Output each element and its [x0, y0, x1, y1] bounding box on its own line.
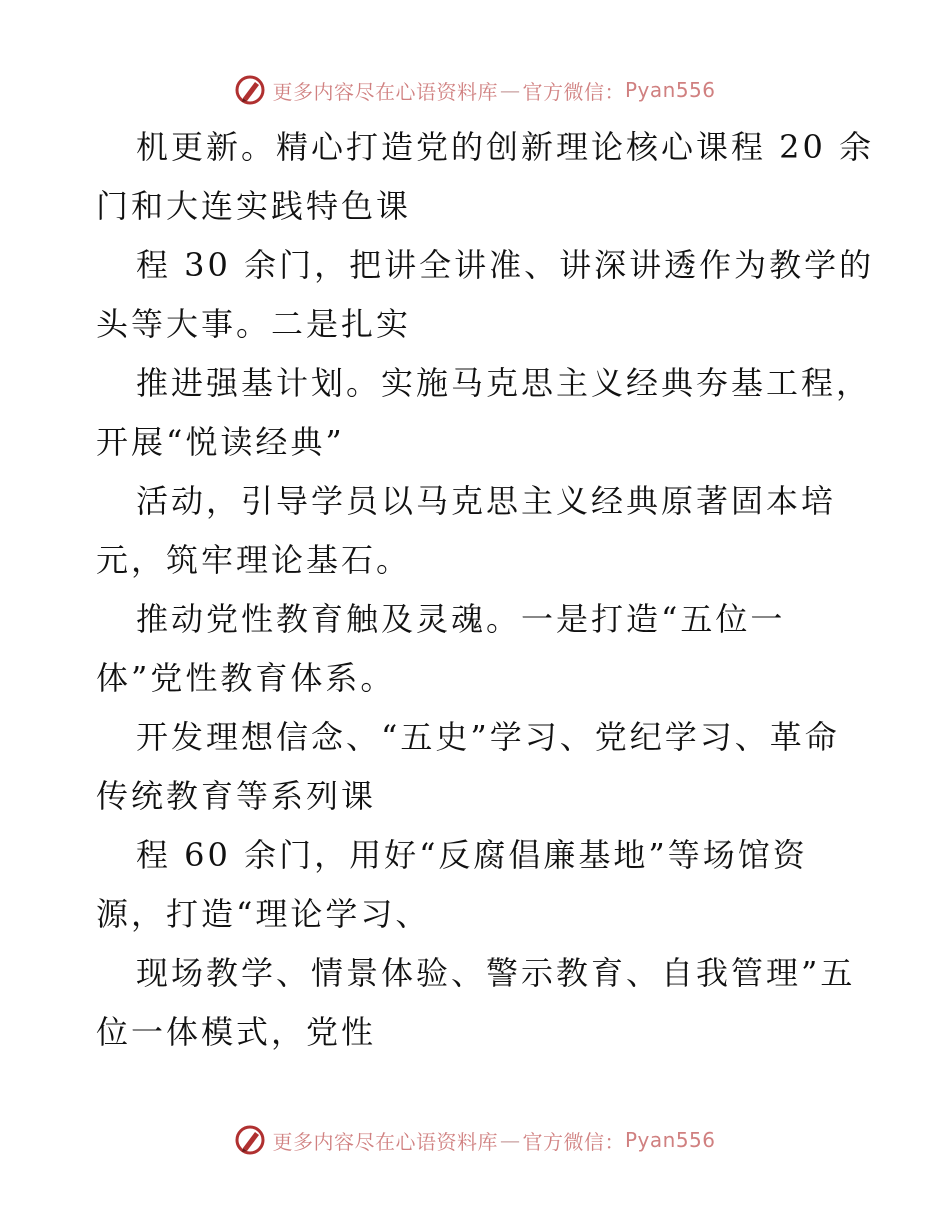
body-line: 源，打造“理论学习、: [96, 895, 431, 933]
footer-wechat-id: Pyan556: [624, 1128, 716, 1152]
footer-wechat-label: 官方微信：: [522, 1129, 625, 1154]
body-line: 现场教学、情景体验、警示教育、自我管理”五: [136, 954, 856, 992]
footer-separator: —: [499, 1128, 521, 1152]
document-body: [96, 118, 875, 1062]
footer-banner: [0, 1120, 950, 1160]
body-line: 体”党性教育体系。: [96, 659, 396, 697]
body-line: 活动，引导学员以马克思主义经典原著固本培: [136, 482, 837, 520]
header-separator: —: [499, 78, 521, 102]
footer-site-text: 更多内容尽在心语资料库: [272, 1129, 498, 1154]
header-site-text: 更多内容尽在心语资料库: [272, 79, 498, 104]
body-line: 机更新。精心打造党的创新理论核心课程 20 余: [136, 128, 875, 166]
body-line: 元，筑牢理论基石。: [96, 541, 412, 579]
body-line: 位一体模式，党性: [96, 1013, 377, 1051]
body-line: 开发理想信念、“五史”学习、党纪学习、革命: [136, 718, 840, 756]
body-line: 传统教育等系列课: [96, 777, 377, 815]
body-line: 头等大事。二是扎实: [96, 305, 412, 343]
body-line: 门和大连实践特色课: [96, 187, 412, 225]
header-banner: [0, 70, 950, 110]
header-wechat-label: 官方微信：: [522, 79, 625, 104]
body-line: 推进强基计划。实施马克思主义经典夯基工程，: [136, 364, 872, 402]
body-line: 程 60 余门，用好“反腐倡廉基地”等场馆资: [136, 836, 808, 874]
header-wechat-id: Pyan556: [624, 78, 716, 102]
body-line: 程 30 余门，把讲全讲准、讲深讲透作为教学的: [136, 246, 875, 284]
pen-logo-icon: [234, 74, 266, 106]
body-line: 推动党性教育触及灵魂。一是打造“五位一: [136, 600, 786, 638]
pen-logo-icon: [234, 1124, 266, 1156]
body-line: 开展“悦读经典”: [96, 423, 345, 461]
